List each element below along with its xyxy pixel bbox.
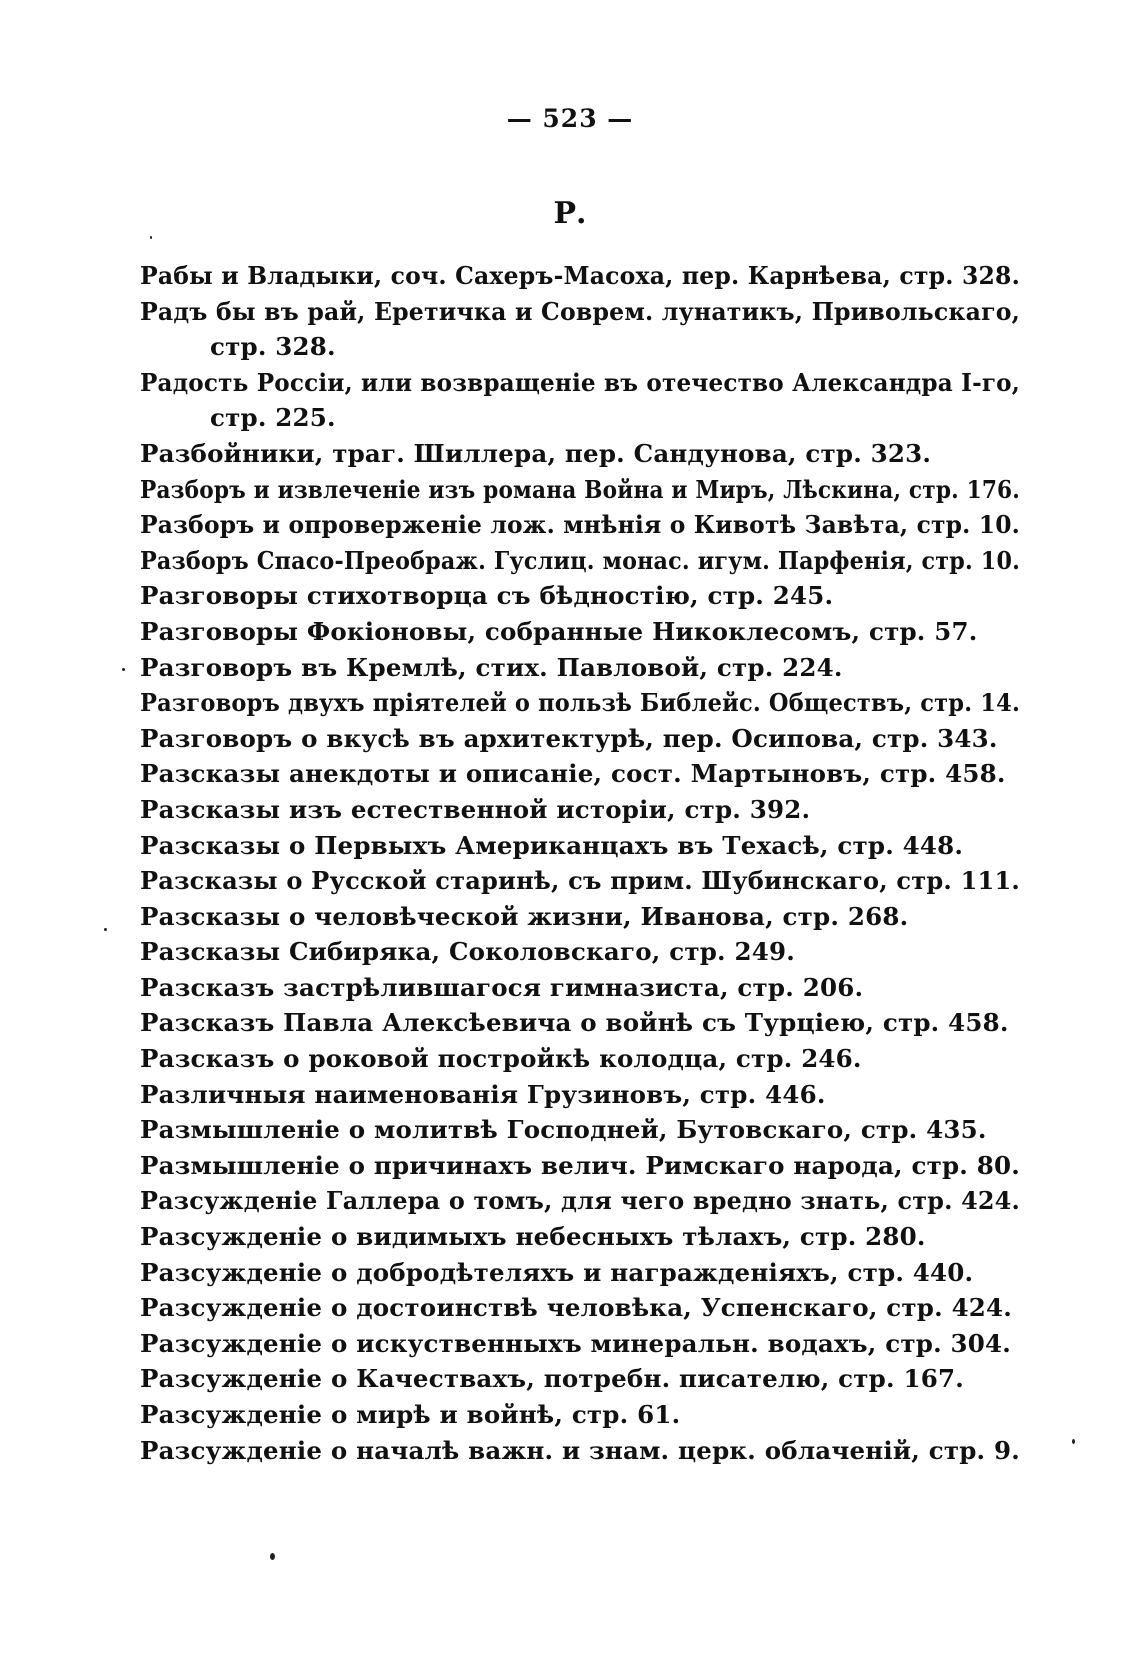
entry-text: Размышленіе о молитвѣ Господней, Бутовскаго, стр. 435. <box>140 1115 987 1145</box>
entry-text: Разборъ и опроверженіе лож. мнѣнія о Кивотѣ Завѣта, стр. 10. <box>140 510 1021 540</box>
index-entry <box>140 294 1020 365</box>
entry-text: Разсказъ о роковой постройкѣ колодца, стр. 246. <box>140 1044 862 1074</box>
scan-speck <box>1072 1439 1075 1444</box>
index-entry <box>140 507 1020 543</box>
index-entries <box>140 258 1020 1468</box>
entry-text: Радъ бы въ рай, Еретичка и Соврем. лунатикъ, Привольскаго, <box>140 296 1021 326</box>
index-entry <box>140 1397 1020 1433</box>
index-entry <box>140 258 1020 294</box>
index-entry <box>140 934 1020 970</box>
index-entry <box>140 1148 1020 1184</box>
entry-text: Разборъ и извлеченіе изъ романа Война и Миръ, Лѣскина, стр. 176. <box>140 474 1021 504</box>
index-entry <box>140 365 1020 436</box>
entry-text: Разсказы анекдоты и описаніе, сост. Мартыновъ, стр. 458. <box>140 759 1006 789</box>
entry-continuation: стр. 328. <box>210 332 336 362</box>
entry-text: Разбойники, траг. Шиллера, пер. Сандунова, стр. 323. <box>140 438 932 468</box>
entry-continuation: стр. 225. <box>210 403 336 433</box>
entry-text: Разсказы изъ естественной исторіи, стр. 392. <box>140 794 811 824</box>
index-entry <box>140 1433 1020 1469</box>
index-entry <box>140 1290 1020 1326</box>
page-number: — 523 — <box>506 104 634 133</box>
index-entry <box>140 1005 1020 1041</box>
index-entry <box>140 650 1020 686</box>
index-entry <box>140 578 1020 614</box>
section-letter: Р. <box>553 196 587 231</box>
index-entry <box>140 863 1020 899</box>
index-entry <box>140 1183 1020 1219</box>
entry-text: Разговоръ о вкусѣ въ архитектурѣ, пер. Осипова, стр. 343. <box>140 723 998 753</box>
index-entry <box>140 792 1020 828</box>
index-entry <box>140 436 1020 472</box>
entry-text: Разговоръ двухъ пріятелей о пользѣ Библейс. Обществъ, стр. 14. <box>140 688 1020 718</box>
index-entry <box>140 756 1020 792</box>
entry-text: Разсужденіе о мирѣ и войнѣ, стр. 61. <box>140 1400 681 1429</box>
entry-text: Разсужденіе о Качествахъ, потребн. писателю, стр. 167. <box>140 1364 964 1394</box>
index-entry <box>140 1361 1020 1397</box>
scan-speck <box>270 1553 275 1560</box>
entry-text: Разсказы Сибиряка, Соколовскаго, стр. 249. <box>140 937 795 967</box>
index-entry <box>140 614 1020 650</box>
entry-text: Разсказы о Русской старинѣ, съ прим. Шубинскаго, стр. 111. <box>140 866 1020 896</box>
entry-text: Разсказъ застрѣлившагося гимназиста, стр. 206. <box>140 972 864 1002</box>
index-entry <box>140 899 1020 935</box>
entry-text: Разговоръ въ Кремлѣ, стих. Павловой, стр. 224. <box>140 652 843 682</box>
entry-text: Различныя наименованія Грузиновъ, стр. 446. <box>140 1079 826 1109</box>
scan-speck <box>122 668 125 671</box>
entry-text: Разговоры Фокіоновы, собранные Никоклесомъ, стр. 57. <box>140 616 978 646</box>
index-entry <box>140 1041 1020 1077</box>
index-entry <box>140 828 1020 864</box>
index-entry <box>140 1219 1020 1255</box>
entry-text: Рабы и Владыки, соч. Сахеръ-Масоха, пер. Карнѣева, стр. 328. <box>140 261 1020 290</box>
entry-text: Разсказъ Павла Алексѣевича о войнѣ съ Турціею, стр. 458. <box>140 1008 1009 1038</box>
entry-text: Разсужденіе Галлера о томъ, для чего вредно знать, стр. 424. <box>140 1186 1021 1216</box>
index-entry <box>140 1255 1020 1291</box>
index-entry <box>140 472 1020 508</box>
entry-text: Разсужденіе о добродѣтеляхъ и награжденіяхъ, стр. 440. <box>140 1257 974 1287</box>
entry-text: Разсказы о человѣческой жизни, Иванова, стр. 268. <box>140 901 909 931</box>
entry-text: Разсужденіе о достоинствѣ человѣка, Успенскаго, стр. 424. <box>140 1293 1013 1323</box>
entry-text: Разсужденіе о искуственныхъ минеральн. водахъ, стр. 304. <box>140 1328 1012 1358</box>
entry-text: Размышленіе о причинахъ велич. Римскаго народа, стр. 80. <box>140 1150 1020 1180</box>
index-entry <box>140 1077 1020 1113</box>
entry-text: Разсужденіе о видимыхъ небесныхъ тѣлахъ, стр. 280. <box>140 1222 926 1252</box>
index-entry <box>140 970 1020 1006</box>
entry-text: Разсужденіе о началѣ важн. и знам. церк. облаченій, стр. 9. <box>140 1435 1020 1465</box>
scan-speck <box>104 928 107 931</box>
index-entry <box>140 1112 1020 1148</box>
scan-speck <box>150 236 152 239</box>
entry-text: Разсказы о Первыхъ Американцахъ въ Техасѣ, стр. 448. <box>140 830 964 860</box>
entry-text: Радость Россіи, или возвращеніе въ отечество Александра І-го, <box>140 367 1020 397</box>
index-entry <box>140 1326 1020 1362</box>
entry-text: Разборъ Спасо-Преображ. Гуслиц. монас. игум. Парфенія, стр. 10. <box>140 545 1021 575</box>
index-entry <box>140 543 1020 579</box>
index-entry <box>140 721 1020 757</box>
entry-text: Разговоры стихотворца съ бѣдностію, стр. 245. <box>140 581 834 611</box>
index-entry <box>140 685 1020 721</box>
